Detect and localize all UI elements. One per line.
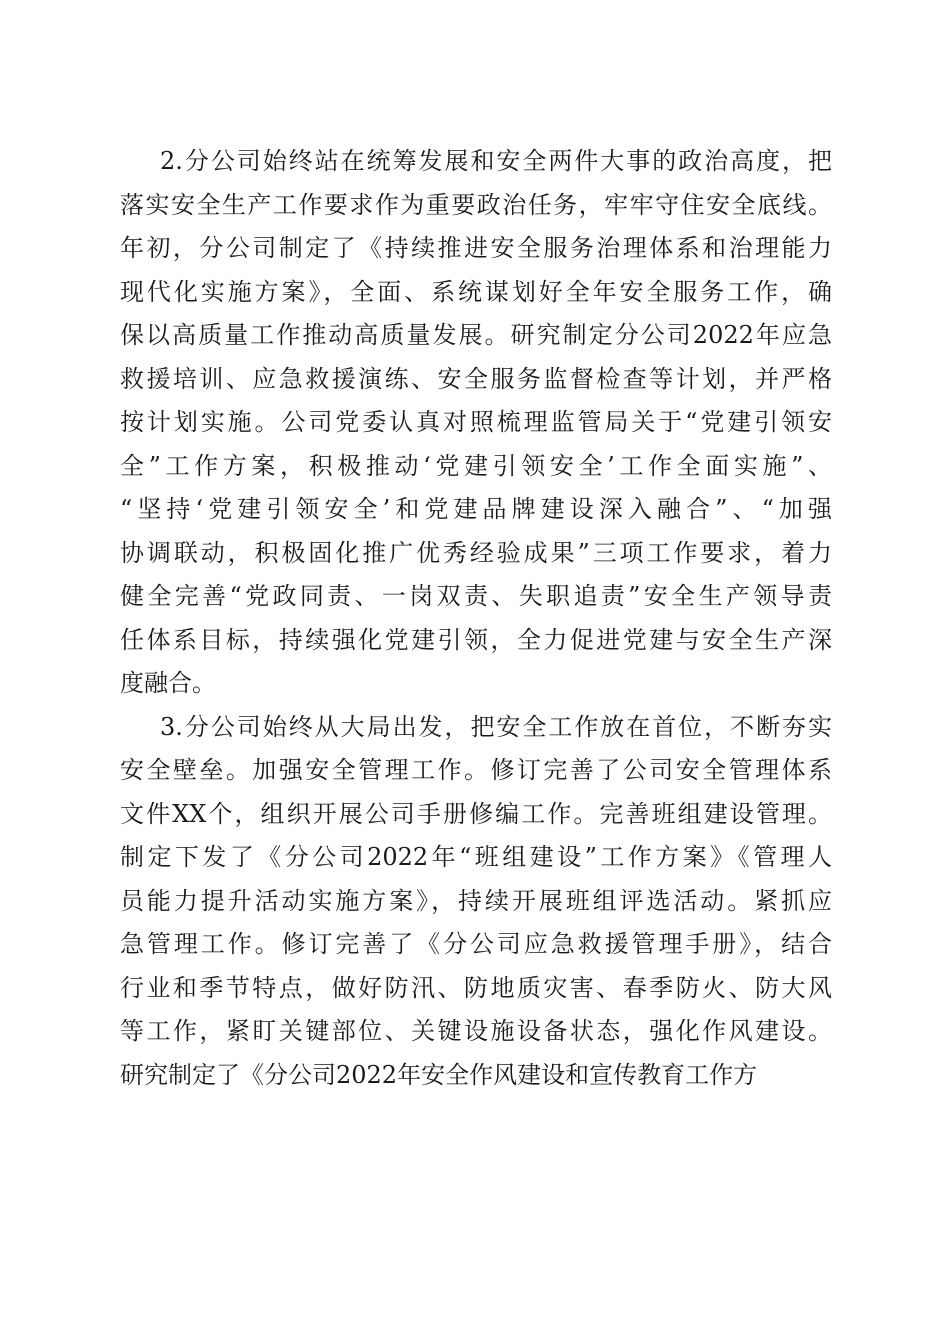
paragraph-line: 安全壁垒。加强安全管理工作。修订完善了公司安全管理体系 bbox=[120, 756, 832, 784]
paragraph-line: 保以高质量工作推动高质量发展。研究制定分公司2022年应急 bbox=[120, 321, 832, 349]
paragraph-line: 全”工作方案，积极推动‘党建引领安全’工作全面实施”、 bbox=[120, 451, 832, 480]
paragraph-line: 3.分公司始终从大局出发，把安全工作放在首位，不断夯实 bbox=[160, 712, 832, 741]
paragraph-line: 健全完善“党政同责、一岗双责、失职追责”安全生产领导责 bbox=[120, 582, 832, 610]
paragraph-line: 救援培训、应急救援演练、安全服务监督检查等计划，并严格 bbox=[120, 364, 832, 393]
paragraph-line: 等工作，紧盯关键部位、关键设施设备状态，强化作风建设。 bbox=[120, 1017, 832, 1045]
paragraph-line: 落实安全生产工作要求作为重要政治任务，牢牢守住安全底线。 bbox=[120, 190, 832, 219]
paragraph-line: 度融合。 bbox=[120, 669, 216, 697]
paragraph-line: 2.分公司始终站在统筹发展和安全两件大事的政治高度，把 bbox=[160, 147, 832, 175]
paragraph-line: 协调联动，积极固化推广优秀经验成果”三项工作要求，着力 bbox=[120, 538, 832, 567]
paragraph-line: 员能力提升活动实施方案》，持续开展班组评选活动。紧抓应 bbox=[120, 886, 832, 915]
paragraph-line: “坚持‘党建引领安全’和党建品牌建设深入融合”、“加强 bbox=[120, 495, 832, 523]
paragraph-line: 制定下发了《分公司2022年“班组建设”工作方案》《管理人 bbox=[120, 843, 832, 871]
paragraph-2 bbox=[120, 140, 832, 706]
document-body bbox=[120, 140, 832, 1097]
paragraph-3 bbox=[120, 706, 832, 1098]
paragraph-line: 年初，分公司制定了《持续推进安全服务治理体系和治理能力 bbox=[120, 234, 832, 262]
paragraph-line: 急管理工作。修订完善了《分公司应急救援管理手册》，结合 bbox=[120, 930, 832, 958]
paragraph-line: 现代化实施方案》，全面、系统谋划好全年安全服务工作，确 bbox=[120, 277, 832, 306]
paragraph-line: 行业和季节特点，做好防汛、防地质灾害、春季防火、防大风 bbox=[120, 973, 832, 1002]
paragraph-line: 任体系目标，持续强化党建引领，全力促进党建与安全生产深 bbox=[120, 625, 832, 654]
paragraph-line: 研究制定了《分公司2022年安全作风建设和宣传教育工作方 bbox=[120, 1060, 758, 1089]
paragraph-line: 文件XX个，组织开展公司手册修编工作。完善班组建设管理。 bbox=[120, 799, 832, 828]
paragraph-line: 按计划实施。公司党委认真对照梳理监管局关于“党建引领安 bbox=[120, 408, 832, 436]
